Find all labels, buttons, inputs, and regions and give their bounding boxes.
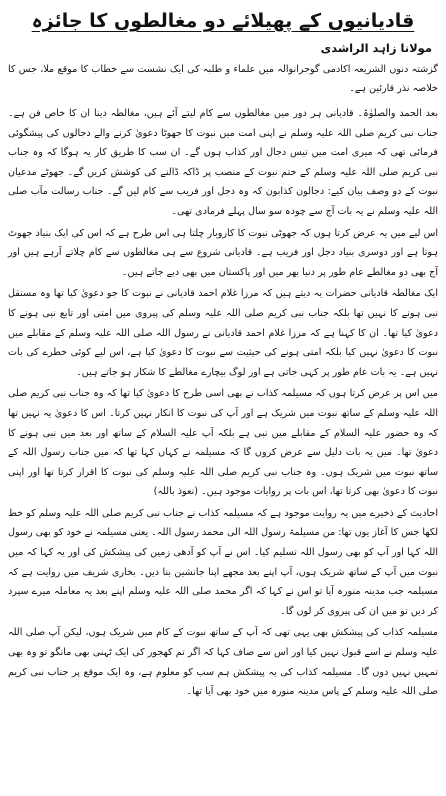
article-paragraph: مسیلمہ کذاب کی پیشکش بھی یہی تھی کہ آپ کے ساتھ نبوت کے کام میں شریک ہوں، لیکن آپ صلی اللہ علیہ وسلم نے اسے قبول نہیں کیا اور اس سے صاف کہا کہ اگر تم کھجور کی ایک ٹہنی بھی مانگو تو وہ بھی تمہیں نہیں دوں گا۔ مسیلمہ کذاب کی یہ پیشکش ہم سب کو معلوم ہے، وہ ایک موقع پر جناب نبی کریم صلی اللہ علیہ وسلم کے پاس مدینہ منورہ میں خود بھی آیا تھا۔ [8, 627, 438, 698]
article-paragraph: ایک مغالطہ قادیانی حضرات یہ دیتے ہیں کہ مرزا غلام احمد قادیانی نے نبوت کا جو دعویٰ کیا تھا وہ مستقل نبی ہونے کا نہیں تھا بلکہ جناب نبی کریم صلی اللہ علیہ وسلم کی پیروی میں امتی اور تابع نبی ہونے کا دعویٰ کیا تھا۔ ان کا کہنا ہے کہ مرزا غلام احمد قادیانی نے رسول اللہ صلی اللہ علیہ وسلم کے مقابلے میں نبوت کا دعویٰ نہیں کیا بلکہ امتی ہونے کی حیثیت سے نبوت کا دعویٰ کیا ہے، اس لیے کوئی خطرے کی بات نہیں ہے۔ یہ بات عام طور پر کہی جاتی ہے اور لوگ بیچارے مغالطے کا شکار ہو جاتے ہیں۔ [8, 288, 438, 378]
article-intro: گزشتہ دنوں الشریعہ اکادمی گوجرانوالہ میں علماء و طلبہ کی ایک نشست سے خطاب کا موقع ملا، جس کا خلاصہ نذر قارئین ہے۔ [8, 64, 438, 94]
article-title: قادیانیوں کے پھیلائے دو مغالطوں کا جائزہ [31, 10, 415, 32]
article-author: مولانا زاہد الراشدی [320, 41, 432, 55]
article-paragraph: اس لیے میں یہ عرض کرتا ہوں کہ جھوٹی نبوت کا کاروبار چلتا ہی اس طرح ہے کہ اس کی ایک بنیاد جھوٹ ہوتا ہے اور دوسری بنیاد دجل اور فریب ہے۔ قادیانی شروع سے ہی مغالطوں سے کام چلاتے آرہے ہیں اور آج بھی دو مغالطے عام طور پر دنیا بھر میں اور پاکستان میں بھی دیے جاتے ہیں۔ [8, 227, 438, 278]
article-paragraph: احادیث کے ذخیرے میں یہ روایت موجود ہے کہ مسیلمہ کذاب نے جناب نبی کریم صلی اللہ علیہ وسلم کو خط لکھا جس کا آغاز یوں تھا: من مسیلمۃ رسول اللہ الی محمد رسول اللہ۔ یعنی مسیلمہ نے خود کو بھی رسول اللہ کہا اور آپ کو بھی رسول اللہ تسلیم کیا۔ اس نے آپ کو آدھی زمین کی پیشکش کی اور یہ کہا کہ میں نبوت میں آپ کے ساتھ شریک ہوں، آپ اپنے بعد مجھے اپنا جانشین بنا دیں۔ بخاری شریف میں روایت ہے کہ مسیلمہ جب مدینہ منورہ آیا تو اس نے کہا کہ اگر محمد صلی اللہ علیہ وسلم اپنے بعد یہ معاملہ میرے سپرد کر دیں تو میں ان کی پیروی کر لوں گا۔ [8, 507, 438, 617]
article-paragraph: بعد الحمد والصلوٰۃ۔ قادیانی ہر دور میں مغالطوں سے کام لیتے آئے ہیں، مغالطہ دینا ان کا خاص فن ہے۔ جناب نبی کریم صلی اللہ علیہ وسلم نے اپنی امت میں نبوت کا جھوٹا دعویٰ کرنے والے دجالوں کی پیشگوئی فرمائی تھی کہ میری امت میں تیس دجال اور کذاب ہوں گے۔ ان سب کا طریق کار یہ ہوگا کہ وہ جناب نبی کریم صلی اللہ علیہ وسلم کے ختم نبوت کے منصب پر ڈاکہ ڈالنے کی کوشش کریں گے۔ جھوٹے مدعیان نبوت کے دو وصف بیان کیے: دجالون کذابون کہ وہ دجل اور فریب سے کام لیں گے۔ جناب رسالت مآب صلی اللہ علیہ وسلم نے یہ بات آج سے چودہ سو سال پہلے فرمادی تھی۔ [8, 108, 438, 217]
article-paragraph: میں اس پر عرض کرتا ہوں کہ مسیلمہ کذاب نے بھی اسی طرح کا دعویٰ کیا تھا کہ وہ جناب نبی کریم صلی اللہ علیہ وسلم کے ساتھ نبوت میں شریک ہے اور آپ کی نبوت کا انکار نہیں کرتا۔ اس کا دعویٰ یہ نہیں تھا کہ وہ حضور علیہ السلام کے مقابلے میں نبی ہے بلکہ آپ علیہ السلام کے ساتھ اور بعد میں نبی ہونے کا دعویٰ تھا۔ میں یہ بات دلیل سے عرض کروں گا کہ مسیلمہ نے کہاں کہا تھا کہ میں جناب رسول اللہ کے ساتھ نبوت میں شریک ہوں۔ وہ جناب نبی کریم صلی اللہ علیہ وسلم کی نبوت کا اقرار کرتا تھا اور اپنی نبوت کا دعویٰ بھی کرتا تھا، اس بات پر روایات موجود ہیں۔ (نعوذ باللہ) [8, 388, 438, 498]
